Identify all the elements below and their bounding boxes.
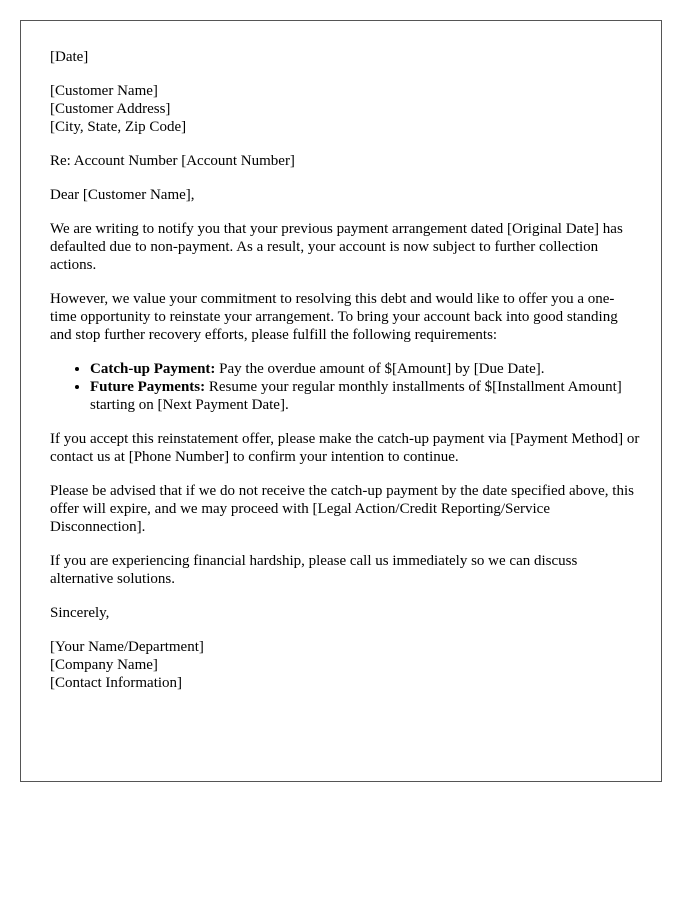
- requirement-item-future-payments: [90, 378, 640, 414]
- recipient-city-state-zip: [City, State, Zip Code]: [50, 119, 187, 135]
- recipient-address-block: [50, 82, 640, 136]
- requirement-text: Pay the overdue amount of $[Amount] by [Due Date].: [219, 361, 545, 377]
- signature-block: [50, 638, 640, 692]
- paragraph-expiration-warning: Please be advised that if we do not receive the catch-up payment by the date specified above, this offer will expire, and we may proceed with [Legal Action/Credit Reporting/Service Disconnection].: [50, 483, 634, 535]
- letter-date: [Date]: [50, 49, 89, 65]
- salutation: Dear [Customer Name],: [50, 187, 195, 203]
- letter-page: [20, 20, 662, 782]
- signature-name-department: [Your Name/Department]: [50, 639, 204, 655]
- paragraph-default-notice: We are writing to notify you that your previous payment arrangement dated [Original Date] has defaulted due to non-payment. As a result, your account is now subject to further collection actions.: [50, 221, 623, 273]
- signature-contact: [Contact Information]: [50, 675, 183, 691]
- requirement-label: Future Payments:: [90, 379, 206, 395]
- paragraph-reinstatement-offer: However, we value your commitment to resolving this debt and would like to offer you a one-time opportunity to reinstate your arrangement. To bring your account back into good standing and stop further recovery efforts, please fulfill the following requirements:: [50, 291, 618, 343]
- requirements-list: [50, 360, 640, 414]
- recipient-name: [Customer Name]: [50, 83, 158, 99]
- requirement-item-catch-up: [90, 360, 640, 378]
- requirement-label: Catch-up Payment:: [90, 361, 216, 377]
- paragraph-acceptance-instructions: If you accept this reinstatement offer, please make the catch-up payment via [Payment Method] or contact us at [Phone Number] to confirm your intention to continue.: [50, 431, 640, 465]
- signature-company: [Company Name]: [50, 657, 158, 673]
- requirement-text: Resume your regular monthly installments of $[Installment Amount] starting on [Next Payment Date].: [90, 379, 622, 413]
- paragraph-hardship: If you are experiencing financial hardship, please call us immediately so we can discuss alternative solutions.: [50, 553, 578, 587]
- re-line: Re: Account Number [Account Number]: [50, 153, 295, 169]
- letter-body: [50, 48, 640, 708]
- closing: Sincerely,: [50, 605, 110, 621]
- recipient-address: [Customer Address]: [50, 101, 171, 117]
